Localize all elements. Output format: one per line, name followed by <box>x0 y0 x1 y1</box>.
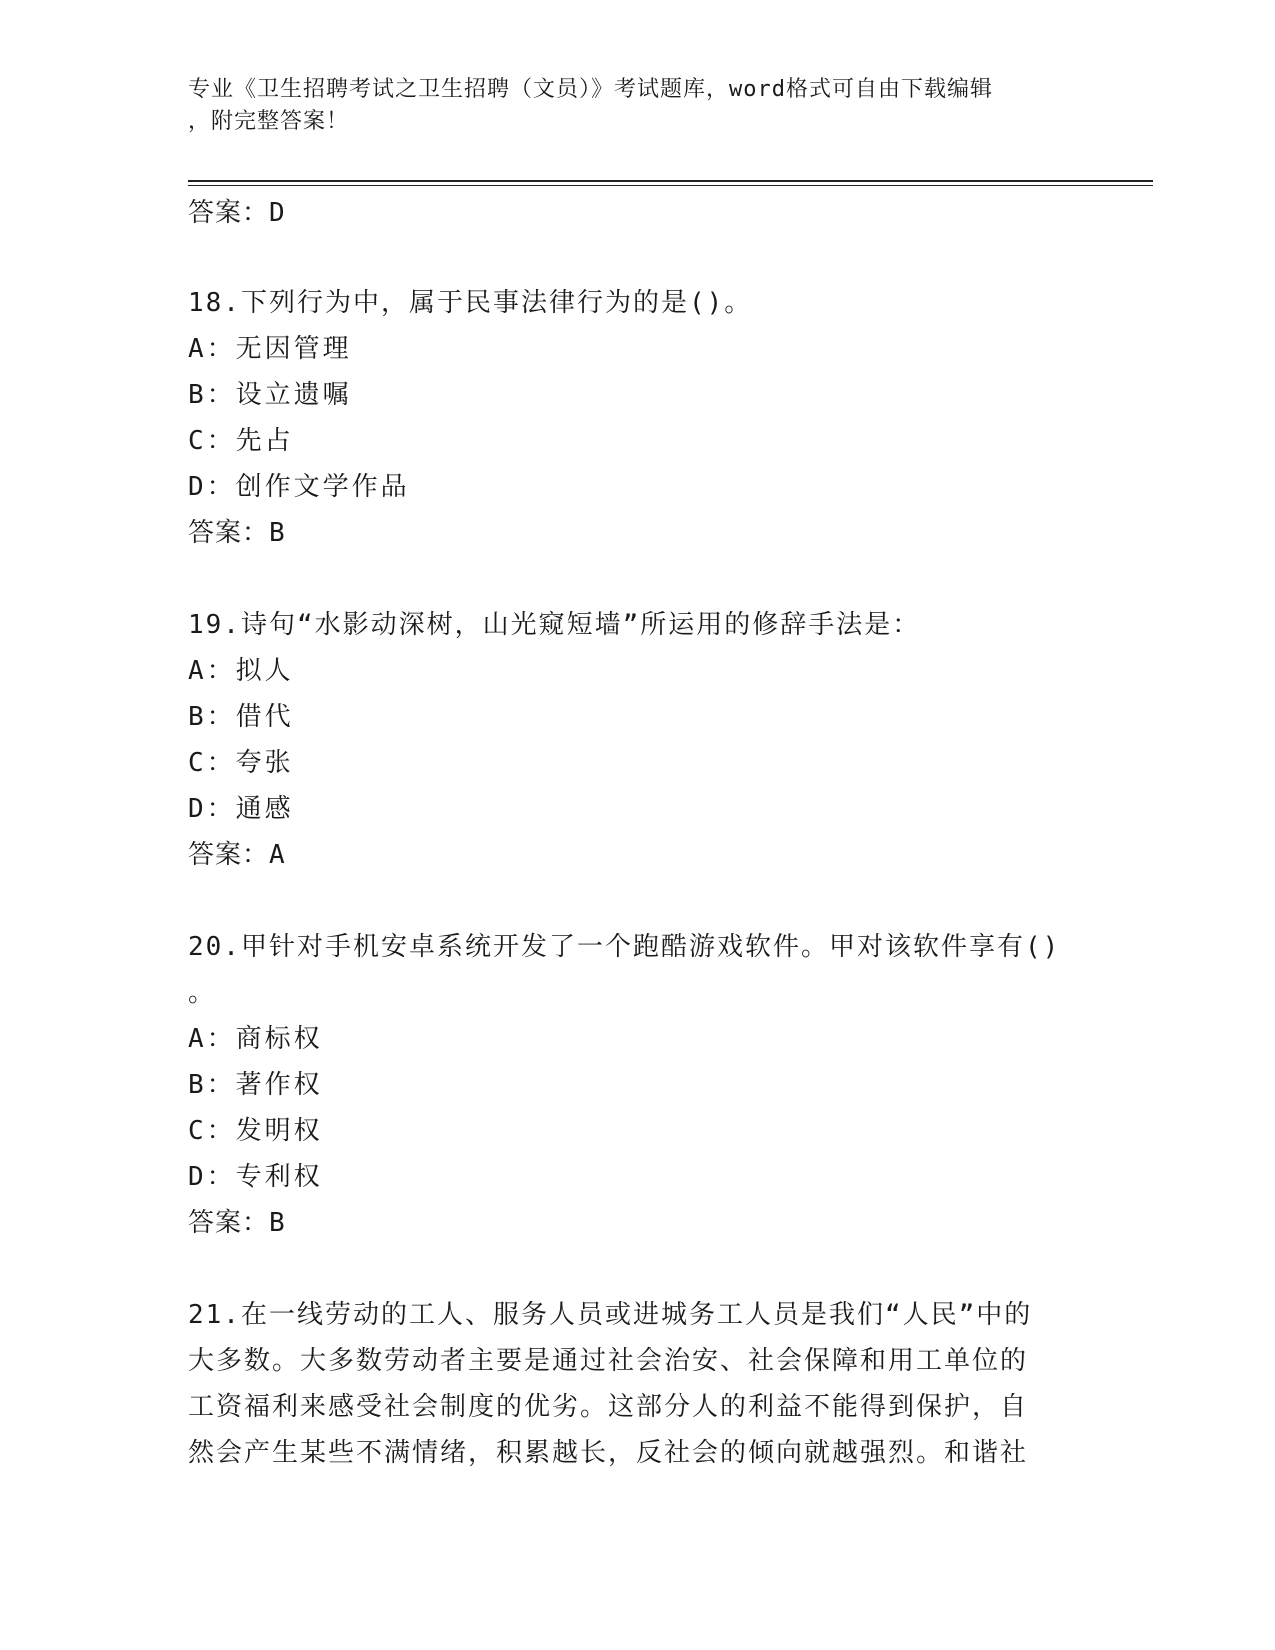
option-d: D：创作文学作品 <box>188 472 410 502</box>
option-c: C：先占 <box>188 426 294 456</box>
option-a: A：拟人 <box>188 656 294 686</box>
question-list <box>188 190 1088 1476</box>
question-stem-line: 。 <box>188 978 217 1008</box>
spacer <box>188 236 1088 280</box>
header-divider-thin <box>188 185 1153 186</box>
answer: 答案：B <box>188 518 286 548</box>
option-a: A：无因管理 <box>188 334 352 364</box>
question-stem: 18.下列行为中，属于民事法律行为的是()。 <box>188 288 753 318</box>
spacer <box>188 1246 1088 1292</box>
option-a: A：商标权 <box>188 1024 323 1054</box>
question-stem: 19.诗句“水影动深树，山光窥短墙”所运用的修辞手法是： <box>188 610 921 640</box>
question-stem-line: 21.在一线劳动的工人、服务人员或进城务工人员是我们“人民”中的 <box>188 1300 1033 1330</box>
option-b: B：著作权 <box>188 1070 323 1100</box>
header-divider-thick <box>188 180 1153 182</box>
spacer <box>188 556 1088 602</box>
question-stem-line: 工资福利来感受社会制度的优劣。这部分人的利益不能得到保护，自 <box>188 1392 1029 1422</box>
question-20 <box>188 924 1088 1246</box>
header-line-1: 专业《卫生招聘考试之卫生招聘（文员）》考试题库，word格式可自由下载编辑 <box>188 77 993 102</box>
question-stem-line: 然会产生某些不满情绪，积累越长，反社会的倾向就越强烈。和谐社 <box>188 1438 1029 1468</box>
option-c: C：夸张 <box>188 748 294 778</box>
question-stem-line: 20.甲针对手机安卓系统开发了一个跑酷游戏软件。甲对该软件享有() <box>188 932 1061 962</box>
option-d: D：专利权 <box>188 1162 323 1192</box>
question-19 <box>188 602 1088 878</box>
header-line-2: ，附完整答案！ <box>188 109 350 134</box>
option-c: C：发明权 <box>188 1116 323 1146</box>
answer: 答案：B <box>188 1208 286 1238</box>
document-header <box>188 74 1068 138</box>
question-21 <box>188 1292 1088 1476</box>
spacer <box>188 878 1088 924</box>
option-d: D：通感 <box>188 794 294 824</box>
option-b: B：设立遗嘱 <box>188 380 352 410</box>
previous-answer: 答案：D <box>188 198 286 228</box>
question-18 <box>188 280 1088 556</box>
question-stem-line: 大多数。大多数劳动者主要是通过社会治安、社会保障和用工单位的 <box>188 1346 1029 1376</box>
option-b: B：借代 <box>188 702 294 732</box>
answer: 答案：A <box>188 840 286 870</box>
